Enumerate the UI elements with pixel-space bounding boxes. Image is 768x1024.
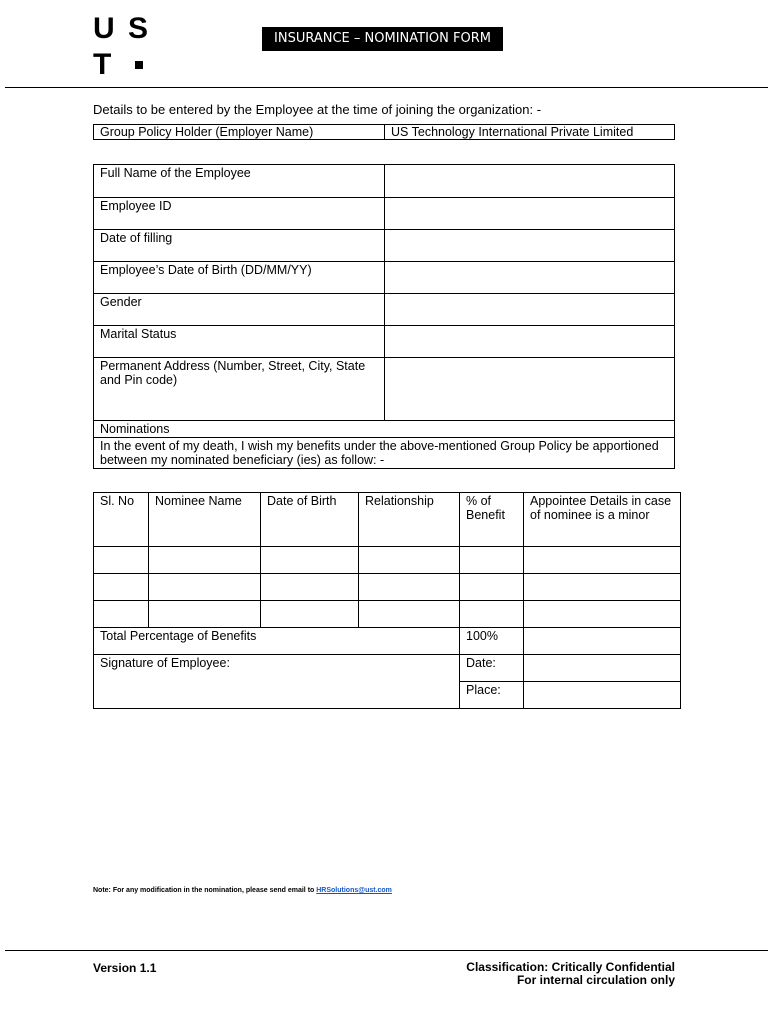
signature-label: Signature of Employee: bbox=[94, 655, 460, 709]
cell-sl-no[interactable] bbox=[94, 547, 149, 574]
header-percent-benefit: % of Benefit bbox=[460, 493, 524, 547]
total-benefits-value: 100% bbox=[460, 628, 524, 655]
field-input-date-of-filling[interactable] bbox=[385, 230, 675, 262]
cell-percent-benefit[interactable] bbox=[460, 601, 524, 628]
field-label-date-of-birth: Employee’s Date of Birth (DD/MM/YY) bbox=[94, 262, 385, 294]
cell-appointee-details[interactable] bbox=[524, 547, 681, 574]
field-label-employee-id: Employee ID bbox=[94, 198, 385, 230]
field-label-permanent-address: Permanent Address (Number, Street, City, State and Pin code) bbox=[94, 358, 385, 421]
cell-relationship[interactable] bbox=[359, 547, 460, 574]
classification-label: Classification: Critically Confidential bbox=[466, 960, 675, 974]
cell-date-of-birth[interactable] bbox=[261, 574, 359, 601]
header-sl-no: Sl. No bbox=[94, 493, 149, 547]
cell-appointee-details[interactable] bbox=[524, 574, 681, 601]
cell-percent-benefit[interactable] bbox=[460, 574, 524, 601]
cell-nominee-name[interactable] bbox=[149, 547, 261, 574]
ust-logo bbox=[93, 14, 163, 84]
note-text: Note: For any modification in the nomination, please send email to bbox=[93, 887, 317, 894]
logo-letter-t: T bbox=[93, 48, 112, 81]
hr-email-link[interactable]: HRSolutions@ust.com bbox=[316, 887, 392, 894]
cell-nominee-name[interactable] bbox=[149, 574, 261, 601]
employee-details-table bbox=[93, 164, 675, 469]
total-benefits-extra bbox=[524, 628, 681, 655]
field-label-date-of-filling: Date of filling bbox=[94, 230, 385, 262]
logo-letter-u: U bbox=[93, 12, 115, 45]
date-label: Date: bbox=[460, 655, 524, 682]
nominee-table bbox=[93, 492, 681, 709]
policy-holder-value: US Technology International Private Limited bbox=[385, 125, 675, 140]
field-input-full-name[interactable] bbox=[385, 165, 675, 198]
date-input[interactable] bbox=[524, 655, 681, 682]
header-relationship: Relationship bbox=[359, 493, 460, 547]
logo-dot bbox=[135, 61, 143, 69]
cell-percent-benefit[interactable] bbox=[460, 547, 524, 574]
field-label-marital-status: Marital Status bbox=[94, 326, 385, 358]
table-row bbox=[94, 574, 681, 601]
header-date-of-birth: Date of Birth bbox=[261, 493, 359, 547]
place-input[interactable] bbox=[524, 682, 681, 709]
field-input-permanent-address[interactable] bbox=[385, 358, 675, 421]
circulation-label: For internal circulation only bbox=[516, 973, 675, 987]
field-label-full-name: Full Name of the Employee bbox=[94, 165, 385, 198]
header-divider bbox=[5, 87, 768, 88]
field-input-marital-status[interactable] bbox=[385, 326, 675, 358]
cell-sl-no[interactable] bbox=[94, 574, 149, 601]
total-benefits-label: Total Percentage of Benefits bbox=[94, 628, 460, 655]
cell-relationship[interactable] bbox=[359, 574, 460, 601]
place-label: Place: bbox=[460, 682, 524, 709]
cell-relationship[interactable] bbox=[359, 601, 460, 628]
table-row bbox=[94, 601, 681, 628]
intro-text: Details to be entered by the Employee at the time of joining the organization: - bbox=[93, 102, 542, 117]
cell-sl-no[interactable] bbox=[94, 601, 149, 628]
header-nominee-name: Nominee Name bbox=[149, 493, 261, 547]
policy-holder-table bbox=[93, 124, 675, 140]
header-appointee-details: Appointee Details in case of nominee is a minor bbox=[524, 493, 681, 547]
field-input-employee-id[interactable] bbox=[385, 198, 675, 230]
cell-appointee-details[interactable] bbox=[524, 601, 681, 628]
nominations-heading: Nominations bbox=[94, 421, 675, 438]
field-input-date-of-birth[interactable] bbox=[385, 262, 675, 294]
version-label: Version 1.1 bbox=[93, 961, 157, 975]
cell-date-of-birth[interactable] bbox=[261, 601, 359, 628]
nominations-statement: In the event of my death, I wish my benefits under the above-mentioned Group Policy be apportioned between my nominated beneficiary (ies) as follow: - bbox=[94, 438, 675, 469]
footer-divider bbox=[5, 950, 768, 951]
form-title: INSURANCE – NOMINATION FORM bbox=[262, 27, 503, 51]
field-label-gender: Gender bbox=[94, 294, 385, 326]
cell-nominee-name[interactable] bbox=[149, 601, 261, 628]
cell-date-of-birth[interactable] bbox=[261, 547, 359, 574]
logo-letter-s: S bbox=[128, 12, 149, 45]
field-input-gender[interactable] bbox=[385, 294, 675, 326]
modification-note bbox=[93, 887, 392, 894]
classification-block bbox=[466, 961, 675, 987]
table-row bbox=[94, 547, 681, 574]
policy-holder-label: Group Policy Holder (Employer Name) bbox=[94, 125, 385, 140]
